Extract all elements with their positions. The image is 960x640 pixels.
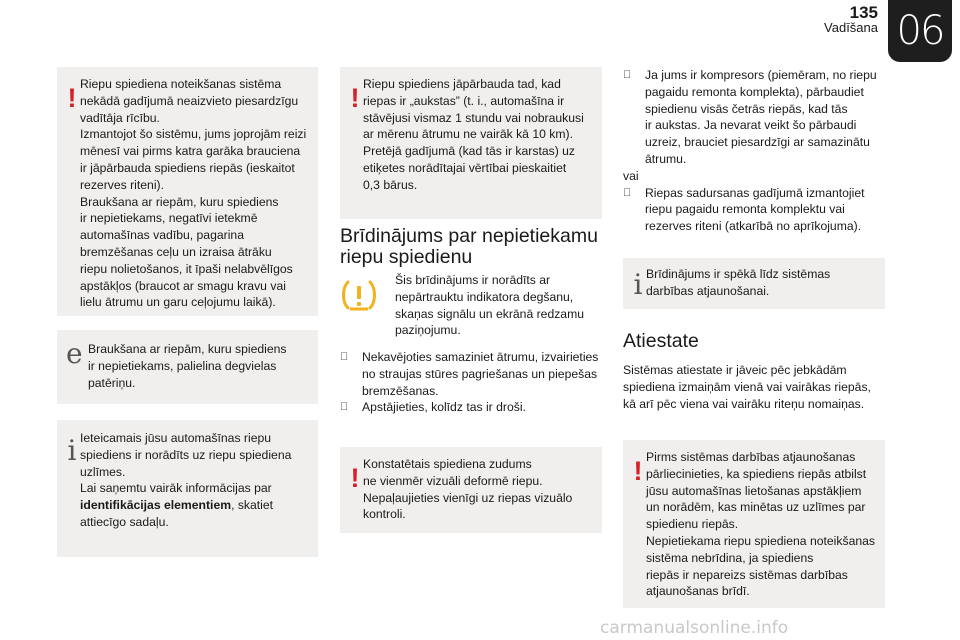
warning-box-text [646, 449, 877, 600]
text-line: darbības atjaunošanai. [646, 283, 770, 298]
bullet-item [623, 185, 888, 235]
info-box-text [80, 430, 310, 531]
text-line: riepās ir nepareizs sistēmas darbības [646, 567, 848, 582]
text-line: Pirms sistēmas darbības atjaunošanas [646, 450, 856, 464]
info-icon: i [633, 268, 643, 301]
action-list [340, 349, 605, 416]
text-line: ir jāpārbauda spiediens riepās (ieskaitot [80, 160, 295, 175]
text-line: 0,3 bārus. [363, 177, 418, 192]
text-line: riepu nolietošanos, it īpaši nelabvēlīgos [80, 261, 293, 276]
text-line: no straujas stūres pagriešanas un piepešas [362, 366, 598, 381]
text-line: automašīnas vadību, pagarina [80, 228, 244, 243]
text-line: un norādēm, kas minētas uz uzlīmes par [646, 500, 866, 515]
text-line: ir nepietiekams, negatīvi ietekmē [80, 211, 258, 226]
text-line: ir nepietiekams, palielina degvielas [88, 358, 277, 373]
text-line: kā arī pēc viena vai vairāku riteņu nomaiņas. [623, 396, 865, 411]
section-heading-low-pressure [340, 226, 610, 268]
text-line: Riepu spiediena noteikšanas sistēma [80, 77, 282, 91]
text-line: spiediens ir norādīts uz riepu spiediena [80, 447, 292, 462]
text-line: Nekavējoties samaziniet ātrumu, izvairieties [362, 350, 599, 364]
info-icon: i [67, 434, 77, 467]
text-line: Izmantojot šo sistēmu, jums joprojām reizi [80, 127, 307, 142]
text-line: riepas ir „aukstas” (t. i., automašīna ir [363, 93, 565, 108]
text-line: etiķetes norādītajai vērtībai pieskaitiet [363, 160, 567, 175]
text-line: ir aukstas. Ja nevarat veikt šo pārbaudi [645, 118, 857, 133]
compressor-instructions [623, 67, 888, 235]
info-last-line: attiecīgo sadaļu. [80, 514, 169, 529]
text-line: spiedienu riepās. [646, 517, 739, 532]
warning-box-visual-check [340, 447, 602, 533]
text-line: bremzēšanas. [362, 383, 439, 398]
text-line: ar mērenu ātrumu ne vairāk kā 10 km). [363, 127, 573, 142]
heading-line-1: Brīdinājums par nepietiekamu [340, 225, 598, 247]
text-line: jūsu automašīnas lietošanas apstākļiem [646, 483, 862, 498]
text-line: Brīdinājums ir spēkā līdz sistēmas [646, 267, 831, 281]
bullet-icon [340, 399, 348, 416]
warning-box-reset [623, 440, 885, 608]
eco-icon: e [66, 337, 83, 370]
bold-link-text: identifikācijas elementiem [80, 498, 232, 513]
info-box-pressure [57, 420, 318, 557]
text-line: Nepaļaujieties vienīgi uz riepas vizuālo [363, 490, 573, 505]
section-name: Vadīšana [824, 20, 878, 35]
info-box-validity [623, 258, 885, 309]
text-line: ne vienmēr vizuāli deformē riepu. [363, 473, 543, 488]
tire-pressure-alert-svg [340, 278, 378, 314]
text-line: patēriņu. [88, 375, 136, 390]
text-line: Braukšana ar riepām, kuru spiediens [88, 342, 287, 356]
chapter-tab [888, 0, 952, 62]
text-line: Riepas sadursanas gadījumā izmantojiet [645, 185, 865, 200]
text-line: Šis brīdinājums ir norādīts ar [395, 273, 551, 287]
bullet-item [623, 67, 888, 168]
text-line: Sistēmas atiestate ir jāveic pēc jebkādām [623, 363, 847, 377]
warning-icon: ! [350, 83, 360, 113]
text-line: skaņas signālu un ekrānā redzamu [395, 306, 585, 321]
text-line: spiediena izmaiņām vienā vai vairākas riepās, [623, 379, 871, 394]
or-text: vai [623, 168, 639, 183]
text-line: bremzēšanas ceļu un izraisa ātrāku [80, 244, 272, 259]
text-line: pārliecinieties, ka spiediens riepās atbilst [646, 466, 867, 481]
warning-box-cold-tires [340, 67, 602, 219]
text-line: Ja jums ir kompresors (piemēram, no riepu [645, 68, 877, 82]
section-heading-reset: Atiestate [623, 330, 699, 352]
text-line: paziņojumu. [395, 323, 461, 338]
warning-icon: ! [67, 83, 77, 113]
text-line: sistēma nebrīdina, ja spiediens [646, 550, 814, 565]
text-line: Apstājieties, kolīdz tas ir droši. [362, 400, 526, 415]
alert-description [395, 272, 605, 339]
text-line: Lai saņemtu vairāk informācijas par [80, 481, 272, 496]
text-line: Nepietiekama riepu spiediena noteikšanas [646, 533, 875, 548]
text-line: Pretējā gadījumā (kad tās ir karstas) uz [363, 144, 576, 159]
text-line: kontroli. [363, 507, 406, 522]
text-line: stāvējusi vismaz 1 stundu vai nobraukusi [363, 110, 584, 125]
eco-box [57, 330, 318, 404]
text-line: rezerves riteni). [80, 177, 164, 192]
text-line: Konstatētais spiediena zudums [363, 457, 532, 471]
text-line: spiedienu visās četrās riepās, kad tās [645, 101, 848, 116]
warning-icon: ! [350, 463, 360, 493]
text-line: nekādā gadījumā neaizvieto piesardzīgu [80, 93, 299, 108]
bullet-icon [623, 67, 631, 84]
text-line: riepu pagaidu remonta komplektu vai [645, 202, 845, 217]
heading-line-2: riepu spiedienu [340, 246, 473, 268]
text-line: apstākļos (braucot ar smagu kravu vai [80, 278, 286, 293]
info-box-text [646, 266, 877, 300]
text-line: lielu ātrumu un garu ceļojumu laikā). [80, 295, 276, 310]
text-line: mēnesī vai pirms katra garāka brauciena [80, 144, 301, 159]
warning-icon: ! [633, 456, 643, 486]
text-line: Braukšana ar riepām, kuru spiediens [80, 194, 279, 209]
page-number: 135 [849, 3, 878, 22]
warning-box-system [57, 67, 318, 316]
reset-description [623, 362, 888, 412]
bullet-item [340, 349, 605, 399]
bullet-item [340, 399, 605, 416]
bullet-icon [340, 349, 348, 366]
text-line: uzlīmes. [80, 464, 126, 479]
tire-pressure-alert-icon [340, 278, 378, 314]
watermark: carmanualsonline.info [600, 618, 789, 638]
text-line: rezerves riteni (atkarībā no aprīkojuma). [645, 219, 862, 234]
text-line: Ieteicamais jūsu automašīnas riepu [80, 431, 272, 445]
warning-box-text [363, 456, 594, 523]
text-line: uzreiz, brauciet piesardzīgi ar samazinātu [645, 135, 870, 150]
bullet-icon [623, 185, 631, 202]
warning-box-text [363, 76, 594, 194]
text-line: ātrumu. [645, 151, 687, 166]
text-line: Riepu spiediens jāpārbauda tad, kad [363, 77, 561, 91]
chapter-number: 06 [896, 8, 944, 54]
info-after-bold: , skatiet [231, 498, 274, 513]
text-line: pagaidu remonta komplekta), pārbaudiet [645, 84, 864, 99]
eco-box-text [88, 341, 310, 391]
text-line: vadītāja rīcību. [80, 110, 160, 125]
text-line: nepārtrauktu indikatora degšanu, [395, 289, 574, 304]
text-line: atjaunošanas brīdī. [646, 584, 750, 599]
warning-box-text [80, 76, 310, 311]
